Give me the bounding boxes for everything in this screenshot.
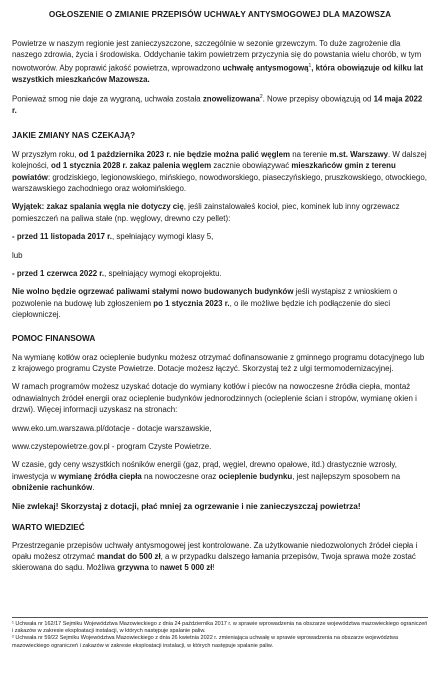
emphasis: nawet 5 000 zł bbox=[159, 563, 213, 573]
text: , jeśli zainstalowałeś kocioł, piec, kominek lub inny ogrzewacz pomieszczeń na paliwa stałe (np. węglowy, drewno czy pellet): bbox=[12, 202, 400, 223]
exception-or: lub bbox=[12, 250, 23, 260]
link-warsaw-grants[interactable]: www.eko.um.warszawa.pl/dotacje - dotacje warszawskie, bbox=[12, 423, 212, 433]
text: jeśli wystąpisz z wnioskiem o pozwolenie na budowę lub zgłoszeniem bbox=[12, 287, 398, 308]
text: , spełniający wymogi klasy 5, bbox=[112, 232, 214, 242]
text: , o ile możliwe będzie ich podłączenie do sieci ciepłowniczej. bbox=[12, 298, 391, 320]
text: , spełniający wymogi ekoprojektu. bbox=[104, 268, 222, 278]
intro-paragraph-1 bbox=[12, 38, 428, 85]
emphasis: grzywna bbox=[117, 563, 149, 573]
emphasis: mieszkańców gmin z terenu powiatów bbox=[12, 161, 396, 182]
emphasis: ocieplenie budynku bbox=[218, 471, 293, 481]
emphasis: Nie wolno będzie ogrzewać paliwami stałymi nowo budowanych budynków bbox=[12, 287, 294, 297]
section-heading-worth-knowing: WARTO WIEDZIEĆ bbox=[12, 522, 85, 532]
changes-exception bbox=[12, 201, 428, 224]
section-heading-changes: JAKIE ZMIANY NAS CZEKAJĄ? bbox=[12, 130, 136, 140]
exception-item-2 bbox=[12, 268, 428, 279]
emphasis: po 1 stycznia 2023 r. bbox=[153, 298, 230, 308]
text: to bbox=[148, 563, 160, 573]
finance-paragraph-3 bbox=[12, 459, 428, 493]
emphasis: obniżenie rachunków bbox=[12, 483, 93, 493]
intro-paragraph-2 bbox=[12, 92, 428, 116]
link-czyste-powietrze[interactable]: www.czystepowietrze.gov.pl - program Czyste Powietrze. bbox=[12, 442, 212, 451]
footnotes bbox=[12, 617, 428, 650]
text: W czasie, gdy ceny wszystkich nośników energii (gaz, prąd, węgiel, drewno opałowe, itd.) drastycznie wzrosły, inwestycja w bbox=[12, 460, 397, 481]
footnote-ref: 1 bbox=[308, 62, 312, 69]
text: Powietrze w naszym regionie jest zanieczyszczone, szczególnie w sezonie grzewczym. To duże zagrożenie dla naszego zdrowia, życia i środowiska. Oddychanie takim powietrzem przyczynia się do powstania wielu chorób, w tym nowotworów. Aby poprawić jakość powietrza, wprowadzono bbox=[12, 39, 422, 73]
text: Przestrzeganie przepisów uchwały antysmogowej jest kontrolowane. Za użytkowanie niedozwolonych źródeł ciepła i opału możesz otrzymać bbox=[12, 540, 418, 562]
emphasis: uchwałę antysmogową bbox=[222, 63, 309, 73]
text: Ponieważ smog nie daje za wygraną, uchwała została bbox=[12, 94, 203, 104]
finance-paragraph-1: Na wymianę kotłów oraz ocieplenie budynku możesz otrzymać dofinansowanie z gminnego programu dotacyjnego lub z krajowego programu Czyste Powietrze. Dotacje możesz łączyć. Skorzystaj też z ulgi termomodernizacyjnej. bbox=[12, 352, 425, 373]
text: na terenie bbox=[290, 149, 330, 159]
emphasis: od 1 stycznia 2028 r. zakaz palenia węglem bbox=[51, 161, 212, 171]
emphasis: mandat do 500 zł bbox=[97, 552, 161, 562]
emphasis: - przed 1 czerwca 2022 r. bbox=[12, 268, 105, 278]
page-title: OGŁOSZENIE O ZMIANIE PRZEPISÓW UCHWAŁY ANTYSMOGOWEJ DLA MAZOWSZA bbox=[48, 10, 392, 19]
text: . bbox=[92, 483, 95, 493]
emphasis: - przed 11 listopada 2017 r. bbox=[12, 232, 112, 242]
text: . W dalszej kolejności, bbox=[12, 149, 427, 171]
footnote-2: ² Uchwała nr 59/22 Sejmiku Województwa Mazowieckiego z dnia 26 kwietnia 2022 r. zmieniająca uchwałę w sprawie wprowadzenia na obszarze województwa mazowieckiego ograniczeń i zakazów w zakresie eksploatacji instalacji, w których następuje spalanie paliw. bbox=[12, 635, 399, 649]
emphasis: , która obowiązuje od kilku lat wszystkich mieszkańców Mazowsza. bbox=[12, 63, 424, 84]
emphasis: m.st. Warszawy bbox=[329, 149, 388, 159]
text: : grodziskiego, legionowskiego, mińskiego, nowodworskiego, piaseczyńskiego, pruszkowskiego, otwockiego, warszawskiego zachodniego oraz wołomińskiego. bbox=[12, 172, 427, 193]
footnote-1: ¹ Uchwała nr 162/17 Sejmiku Województwa Mazowieckiego z dnia 24 października 2017 r. w sprawie wprowadzenia na obszarze województwa mazowieckiego ograniczeń i zakazów w zakresie eksploatacji instalacji, w których następuje spalanie paliw. bbox=[12, 621, 428, 635]
section-heading-finance: POMOC FINANSOWA bbox=[12, 333, 96, 343]
emphasis: 14 maja 2022 r. bbox=[12, 94, 423, 116]
worth-paragraph bbox=[12, 540, 428, 574]
text: zacznie obowiązywać bbox=[211, 161, 292, 171]
text: W przyszłym roku, bbox=[12, 149, 79, 159]
emphasis: Wyjątek: zakaz spalania węgla nie dotyczy cię bbox=[12, 202, 184, 212]
footnote-ref: 2 bbox=[259, 94, 263, 101]
text: . Nowe przepisy obowiązują od bbox=[262, 94, 374, 104]
finance-paragraph-2: W ramach programów możesz uzyskać dotacje do wymiany kotłów i pieców na nowoczesne źródła ciepła, montaż odnawialnych źródeł energii oraz ocieplenie budynków jednorodzinnych (ocieplenie ścian i stropów, wymianę okien i drzwi). Więcej informacji uzyskasz na stronach: bbox=[12, 382, 417, 415]
text: , a w przypadku dalszego łamania przepisów, Twoja sprawa może zostać skierowana do sądu. Możliwa bbox=[12, 552, 416, 573]
exception-item-1 bbox=[12, 231, 428, 242]
text: na nowoczesne oraz bbox=[141, 471, 219, 481]
text: , jest najlepszym sposobem na bbox=[292, 471, 401, 481]
call-to-action: Nie zwlekaj! Skorzystaj z dotacji, płać mniej za ogrzewanie i nie zanieczyszczaj powietrza! bbox=[12, 501, 361, 511]
emphasis: od 1 października 2023 r. nie będzie można palić węglem bbox=[78, 149, 291, 159]
text: ! bbox=[212, 563, 215, 573]
changes-paragraph-1 bbox=[12, 149, 428, 195]
changes-paragraph-3 bbox=[12, 286, 428, 320]
emphasis: wymianę źródła ciepła bbox=[58, 471, 142, 481]
emphasis: znowelizowana bbox=[202, 94, 260, 104]
